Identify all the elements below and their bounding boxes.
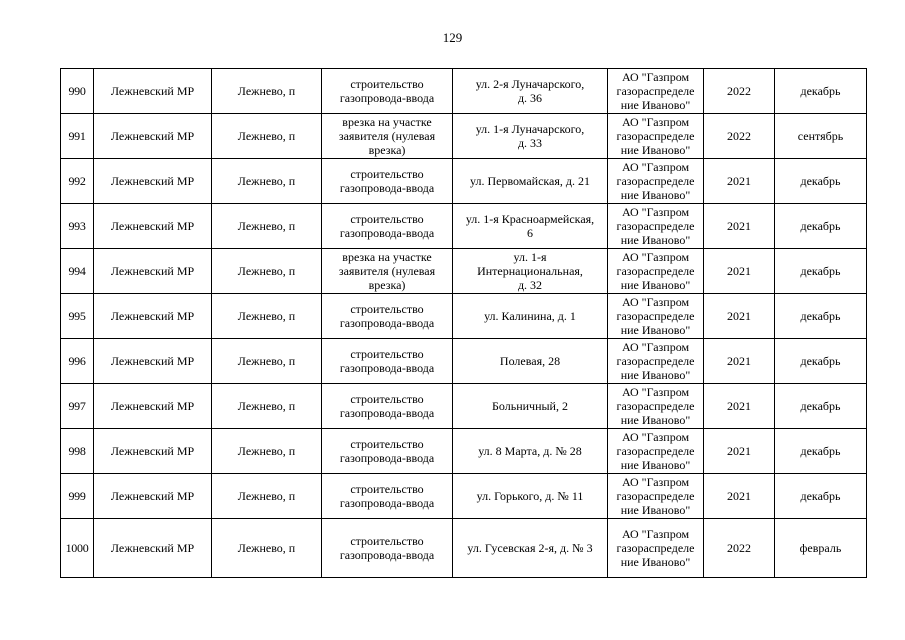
district-cell: Лежневский МР xyxy=(94,384,212,429)
year-cell: 2021 xyxy=(704,294,775,339)
organization-line: АО "Газпром xyxy=(621,385,690,399)
address-line: ул. 1-я Красноармейская, xyxy=(465,212,595,226)
work-type-cell xyxy=(322,429,453,474)
address-line: ул. Гусевская 2-я, д. № 3 xyxy=(467,541,593,555)
settlement-cell: Лежнево, п xyxy=(212,159,322,204)
table-row xyxy=(61,384,867,429)
table-row xyxy=(61,114,867,159)
work-type-line: газопровода-ввода xyxy=(339,316,435,330)
address-line: Полевая, 28 xyxy=(499,354,561,368)
organization-line: ние Иваново" xyxy=(620,278,691,292)
year-cell: 2022 xyxy=(704,519,775,578)
year-cell: 2021 xyxy=(704,159,775,204)
address-cell xyxy=(453,474,608,519)
address-line: ул. 1-я xyxy=(513,250,547,264)
month-cell: декабрь xyxy=(775,474,867,519)
row-number-cell: 995 xyxy=(61,294,94,339)
organization-cell xyxy=(608,69,704,114)
organization-line: газораспределе xyxy=(616,309,695,323)
row-number-cell: 990 xyxy=(61,69,94,114)
district-cell: Лежневский МР xyxy=(94,69,212,114)
organization-line: газораспределе xyxy=(616,219,695,233)
organization-line: газораспределе xyxy=(616,129,695,143)
organization-line: газораспределе xyxy=(616,84,695,98)
address-cell xyxy=(453,159,608,204)
row-number-cell: 992 xyxy=(61,159,94,204)
work-type-cell xyxy=(322,249,453,294)
organization-line: газораспределе xyxy=(616,174,695,188)
organization-line: АО "Газпром xyxy=(621,70,690,84)
month-cell: декабрь xyxy=(775,384,867,429)
work-type-line: врезка) xyxy=(368,278,406,292)
work-type-line: врезка на участке xyxy=(342,250,432,264)
settlement-cell: Лежнево, п xyxy=(212,249,322,294)
address-line: ул. Первомайская, д. 21 xyxy=(470,174,590,188)
address-line: д. 32 xyxy=(517,278,543,292)
district-cell: Лежневский МР xyxy=(94,204,212,249)
address-line: Больничный, 2 xyxy=(492,399,568,413)
organization-line: АО "Газпром xyxy=(621,527,690,541)
table-row xyxy=(61,519,867,578)
organization-line: ние Иваново" xyxy=(620,555,691,569)
work-type-line: строительство xyxy=(350,212,424,226)
work-type-line: строительство xyxy=(350,482,424,496)
month-cell: сентябрь xyxy=(775,114,867,159)
address-cell xyxy=(453,114,608,159)
table-row xyxy=(61,429,867,474)
settlement-cell: Лежнево, п xyxy=(212,474,322,519)
address-line: д. 33 xyxy=(517,136,543,150)
settlement-cell: Лежнево, п xyxy=(212,114,322,159)
year-cell: 2021 xyxy=(704,249,775,294)
district-cell: Лежневский МР xyxy=(94,474,212,519)
organization-line: АО "Газпром xyxy=(621,205,690,219)
organization-cell xyxy=(608,114,704,159)
year-cell: 2021 xyxy=(704,474,775,519)
month-cell: декабрь xyxy=(775,159,867,204)
organization-line: АО "Газпром xyxy=(621,340,690,354)
organization-line: АО "Газпром xyxy=(621,115,690,129)
organization-line: газораспределе xyxy=(616,444,695,458)
organization-line: газораспределе xyxy=(616,354,695,368)
district-cell: Лежневский МР xyxy=(94,249,212,294)
address-cell xyxy=(453,294,608,339)
month-cell: декабрь xyxy=(775,204,867,249)
organization-line: ние Иваново" xyxy=(620,188,691,202)
address-cell xyxy=(453,69,608,114)
row-number-cell: 999 xyxy=(61,474,94,519)
address-cell xyxy=(453,249,608,294)
month-cell: декабрь xyxy=(775,249,867,294)
work-type-line: заявителя (нулевая xyxy=(338,264,436,278)
work-type-line: заявителя (нулевая xyxy=(338,129,436,143)
address-cell xyxy=(453,429,608,474)
organization-line: газораспределе xyxy=(616,541,695,555)
address-line: Интернациональная, xyxy=(477,264,583,278)
row-number-cell: 997 xyxy=(61,384,94,429)
year-cell: 2021 xyxy=(704,429,775,474)
table-row xyxy=(61,294,867,339)
work-type-line: врезка) xyxy=(368,143,406,157)
row-number-cell: 994 xyxy=(61,249,94,294)
row-number-cell: 1000 xyxy=(61,519,94,578)
settlement-cell: Лежнево, п xyxy=(212,384,322,429)
organization-cell xyxy=(608,339,704,384)
work-type-cell xyxy=(322,384,453,429)
organization-line: ние Иваново" xyxy=(620,143,691,157)
table-row xyxy=(61,159,867,204)
district-cell: Лежневский МР xyxy=(94,159,212,204)
work-type-line: строительство xyxy=(350,167,424,181)
organization-line: ние Иваново" xyxy=(620,458,691,472)
work-type-cell xyxy=(322,159,453,204)
organization-line: АО "Газпром xyxy=(621,430,690,444)
gas-connection-table xyxy=(60,68,867,578)
organization-cell xyxy=(608,204,704,249)
table-row xyxy=(61,474,867,519)
work-type-cell xyxy=(322,114,453,159)
organization-line: газораспределе xyxy=(616,264,695,278)
organization-line: АО "Газпром xyxy=(621,160,690,174)
year-cell: 2021 xyxy=(704,339,775,384)
organization-line: ние Иваново" xyxy=(620,98,691,112)
settlement-cell: Лежнево, п xyxy=(212,429,322,474)
organization-cell xyxy=(608,294,704,339)
work-type-cell xyxy=(322,474,453,519)
work-type-line: газопровода-ввода xyxy=(339,548,435,562)
work-type-line: газопровода-ввода xyxy=(339,406,435,420)
organization-line: ние Иваново" xyxy=(620,233,691,247)
organization-cell xyxy=(608,519,704,578)
organization-cell xyxy=(608,474,704,519)
work-type-cell xyxy=(322,339,453,384)
district-cell: Лежневский МР xyxy=(94,429,212,474)
district-cell: Лежневский МР xyxy=(94,339,212,384)
year-cell: 2021 xyxy=(704,204,775,249)
month-cell: декабрь xyxy=(775,339,867,384)
month-cell: февраль xyxy=(775,519,867,578)
month-cell: декабрь xyxy=(775,69,867,114)
row-number-cell: 991 xyxy=(61,114,94,159)
organization-cell xyxy=(608,249,704,294)
row-number-cell: 996 xyxy=(61,339,94,384)
settlement-cell: Лежнево, п xyxy=(212,519,322,578)
address-cell xyxy=(453,384,608,429)
row-number-cell: 998 xyxy=(61,429,94,474)
organization-line: газораспределе xyxy=(616,399,695,413)
organization-line: ние Иваново" xyxy=(620,413,691,427)
month-cell: декабрь xyxy=(775,294,867,339)
work-type-cell xyxy=(322,519,453,578)
district-cell: Лежневский МР xyxy=(94,114,212,159)
work-type-line: строительство xyxy=(350,392,424,406)
organization-line: ние Иваново" xyxy=(620,503,691,517)
address-cell xyxy=(453,519,608,578)
settlement-cell: Лежнево, п xyxy=(212,69,322,114)
work-type-line: газопровода-ввода xyxy=(339,91,435,105)
address-line: ул. Горького, д. № 11 xyxy=(476,489,584,503)
organization-line: ние Иваново" xyxy=(620,368,691,382)
work-type-cell xyxy=(322,69,453,114)
address-line: д. 36 xyxy=(517,91,543,105)
work-type-line: газопровода-ввода xyxy=(339,361,435,375)
table-row xyxy=(61,339,867,384)
address-cell xyxy=(453,339,608,384)
organization-cell xyxy=(608,159,704,204)
work-type-line: газопровода-ввода xyxy=(339,451,435,465)
month-cell: декабрь xyxy=(775,429,867,474)
work-type-line: газопровода-ввода xyxy=(339,496,435,510)
work-type-line: газопровода-ввода xyxy=(339,181,435,195)
work-type-line: строительство xyxy=(350,77,424,91)
row-number-cell: 993 xyxy=(61,204,94,249)
address-line: ул. 1-я Луначарского, xyxy=(475,122,585,136)
work-type-line: врезка на участке xyxy=(342,115,432,129)
year-cell: 2021 xyxy=(704,384,775,429)
organization-line: газораспределе xyxy=(616,489,695,503)
organization-cell xyxy=(608,384,704,429)
year-cell: 2022 xyxy=(704,69,775,114)
address-line: ул. Калинина, д. 1 xyxy=(484,309,576,323)
address-line: ул. 2-я Луначарского, xyxy=(475,77,585,91)
address-line: ул. 8 Марта, д. № 28 xyxy=(478,444,582,458)
work-type-line: строительство xyxy=(350,302,424,316)
work-type-cell xyxy=(322,294,453,339)
work-type-line: строительство xyxy=(350,347,424,361)
table-row xyxy=(61,249,867,294)
organization-line: ние Иваново" xyxy=(620,323,691,337)
settlement-cell: Лежнево, п xyxy=(212,204,322,249)
settlement-cell: Лежнево, п xyxy=(212,339,322,384)
table-row xyxy=(61,204,867,249)
work-type-line: газопровода-ввода xyxy=(339,226,435,240)
district-cell: Лежневский МР xyxy=(94,519,212,578)
page-number: 129 xyxy=(442,30,463,45)
year-cell: 2022 xyxy=(704,114,775,159)
organization-line: АО "Газпром xyxy=(621,295,690,309)
address-line: 6 xyxy=(527,226,533,240)
district-cell: Лежневский МР xyxy=(94,294,212,339)
organization-line: АО "Газпром xyxy=(621,475,690,489)
settlement-cell: Лежнево, п xyxy=(212,294,322,339)
work-type-line: строительство xyxy=(350,534,424,548)
organization-cell xyxy=(608,429,704,474)
table-row xyxy=(61,69,867,114)
work-type-line: строительство xyxy=(350,437,424,451)
organization-line: АО "Газпром xyxy=(621,250,690,264)
work-type-cell xyxy=(322,204,453,249)
address-cell xyxy=(453,204,608,249)
